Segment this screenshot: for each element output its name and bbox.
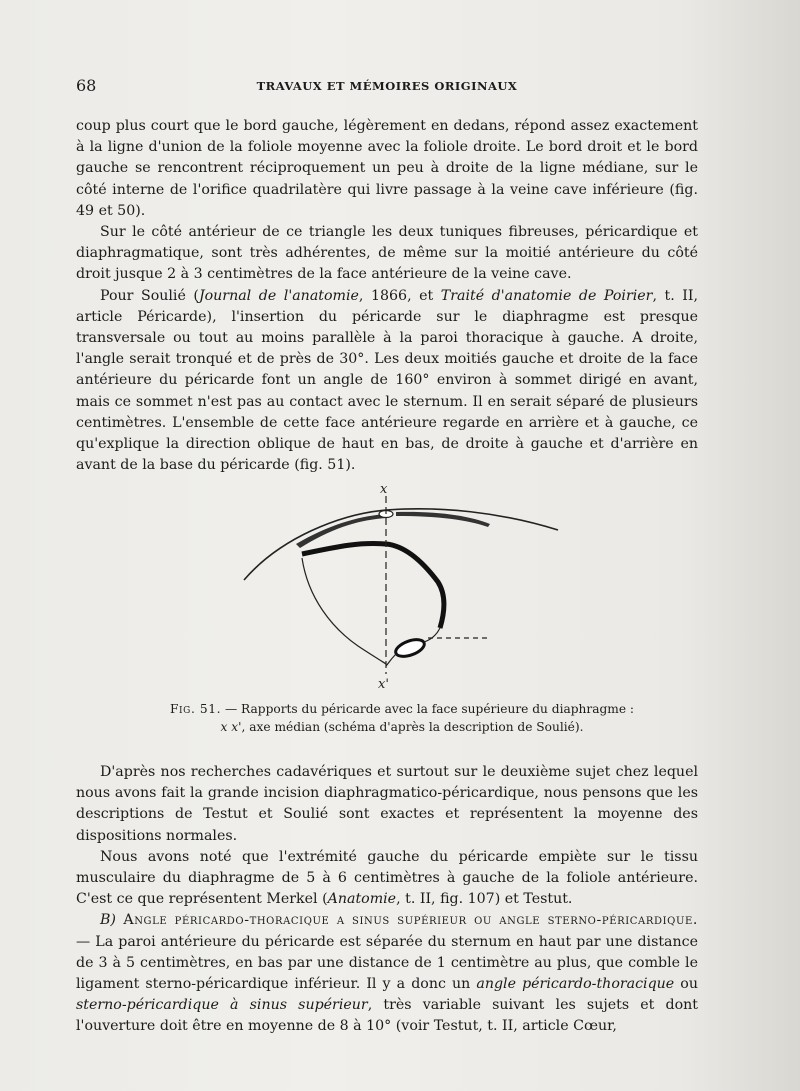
text-run: , très variable suivant les sujets et dont l'ouverture doit être en moyenne de 8 à 10° (voir Testut, t. II, article Cœur, <box>76 997 698 1035</box>
text-run: , t. II, article Péricarde), l'insertion du péricarde sur le diaphragme est presque transversale ou tout au moins parallèle à la paroi thoracique à gauche. A droite, l'angle serait tronqué et de près de 30°. Les deux moitiés gauche et droite de la face antérieure du péricarde font un angle de 160° environ à sommet dirigé en avant, mais ce sommet n'est pas au contact avec le sternum. Il en serait séparé de plusieurs centimètres. L'ensemble de cette face antérieure regarde en arrière et à gauche, ce qu'explique la direction oblique de haut en bas, de droite à gauche et d'arrière en avant de la base du péricarde (fig. 51). <box>76 287 699 474</box>
body-text-top <box>76 116 698 476</box>
body-text-bottom <box>76 762 698 1038</box>
pericardial-insertion-line <box>302 543 444 628</box>
diaphragm-band-right <box>396 512 490 527</box>
paragraph-angle <box>76 910 698 1037</box>
paragraph-continued: coup plus court que le bord gauche, légèrement en dedans, répond assez exactement à la ligne d'union de la foliole moyenne avec la foliole droite. Le bord droit et le bord gauche se rencontrent réciproquement un peu à droite de la ligne médiane, sur le côté interne de l'orifice quadrilatère qui livre passage à la veine cave inférieure (fig. 49 et 50). <box>76 118 698 219</box>
text-run: Pour Soulié ( <box>100 287 199 304</box>
diaphragm-outline <box>244 509 558 580</box>
axis-label-top: x <box>380 482 388 497</box>
term-angle: angle péricardo-thoracique <box>476 976 675 993</box>
paragraph-soulie <box>76 286 698 477</box>
caption-text: — Rapports du péricarde avec la face supérieure du diaphragme : <box>221 702 635 716</box>
section-heading: Angle péricardo-thoracique a sinus supérieur ou angle sterno-péricardique. <box>115 912 698 929</box>
caption-prefix: Fig. 51. <box>169 702 222 716</box>
text-run: , t. II, fig. 107) et Testut. <box>396 891 573 908</box>
text-run: ou <box>674 976 698 993</box>
citation-journal: Journal de l'anatomie <box>198 287 359 304</box>
orifice-connector <box>386 654 396 666</box>
page-number: 68 <box>76 76 97 95</box>
figure-caption <box>132 700 672 736</box>
caption-axis: x x' <box>220 720 242 734</box>
text-run: — La paroi antérieure du péricarde est séparée du sternum en haut par une distance de 3 à 5 centimètres, en bas par une distance de 1 centimètre au plus, que comble le ligament sterno-péricardique inférieur. Il y a donc un <box>76 933 698 993</box>
axis-label-bottom: x' <box>378 677 389 690</box>
running-title: TRAVAUX ET MÉMOIRES ORIGINAUX <box>256 79 518 93</box>
term-sinus: sterno-péricardique à sinus supérieur <box>76 997 368 1014</box>
paragraph-recherches: D'après nos recherches cadavériques et surtout sur le deuxième sujet chez lequel nous avons fait la grande incision diaphragmatico-péricardique, nous pensons que les descriptions de Testut et Soulié sont exactes et représentent la moyenne des dispositions normales. <box>76 764 698 844</box>
citation-anatomie: Anatomie <box>327 891 397 908</box>
figure-51 <box>240 478 570 690</box>
paragraph-merkel <box>76 847 698 911</box>
vena-cava-orifice <box>394 636 427 659</box>
text-run: Nous avons noté que l'extrémité gauche du péricarde empiète sur le tissu musculaire du diaphragme de 5 à 6 centimètres à gauche de la foliole antérieure. C'est ce que représentent Merkel ( <box>76 848 698 908</box>
section-letter: B) <box>100 912 116 929</box>
caption-text-2: , axe médian (schéma d'après la description de Soulié). <box>241 720 584 734</box>
page-header <box>76 76 698 98</box>
pericardium-outline <box>302 558 386 664</box>
diaphragm-diagram <box>240 478 570 690</box>
paragraph-anterior-side: Sur le côté antérieur de ce triangle les deux tuniques fibreuses, péricardique et diaphragmatique, sont très adhérentes, de même sur la moitié antérieure du côté droit jusque 2 à 3 centimètres de la face antérieure de la veine cave. <box>76 224 698 283</box>
caption-line-2 <box>132 718 672 736</box>
orifice-right-edge <box>424 628 440 642</box>
citation-traite: Traité d'anatomie de Poirier <box>440 287 653 304</box>
text-run: , 1866, et <box>358 287 441 304</box>
